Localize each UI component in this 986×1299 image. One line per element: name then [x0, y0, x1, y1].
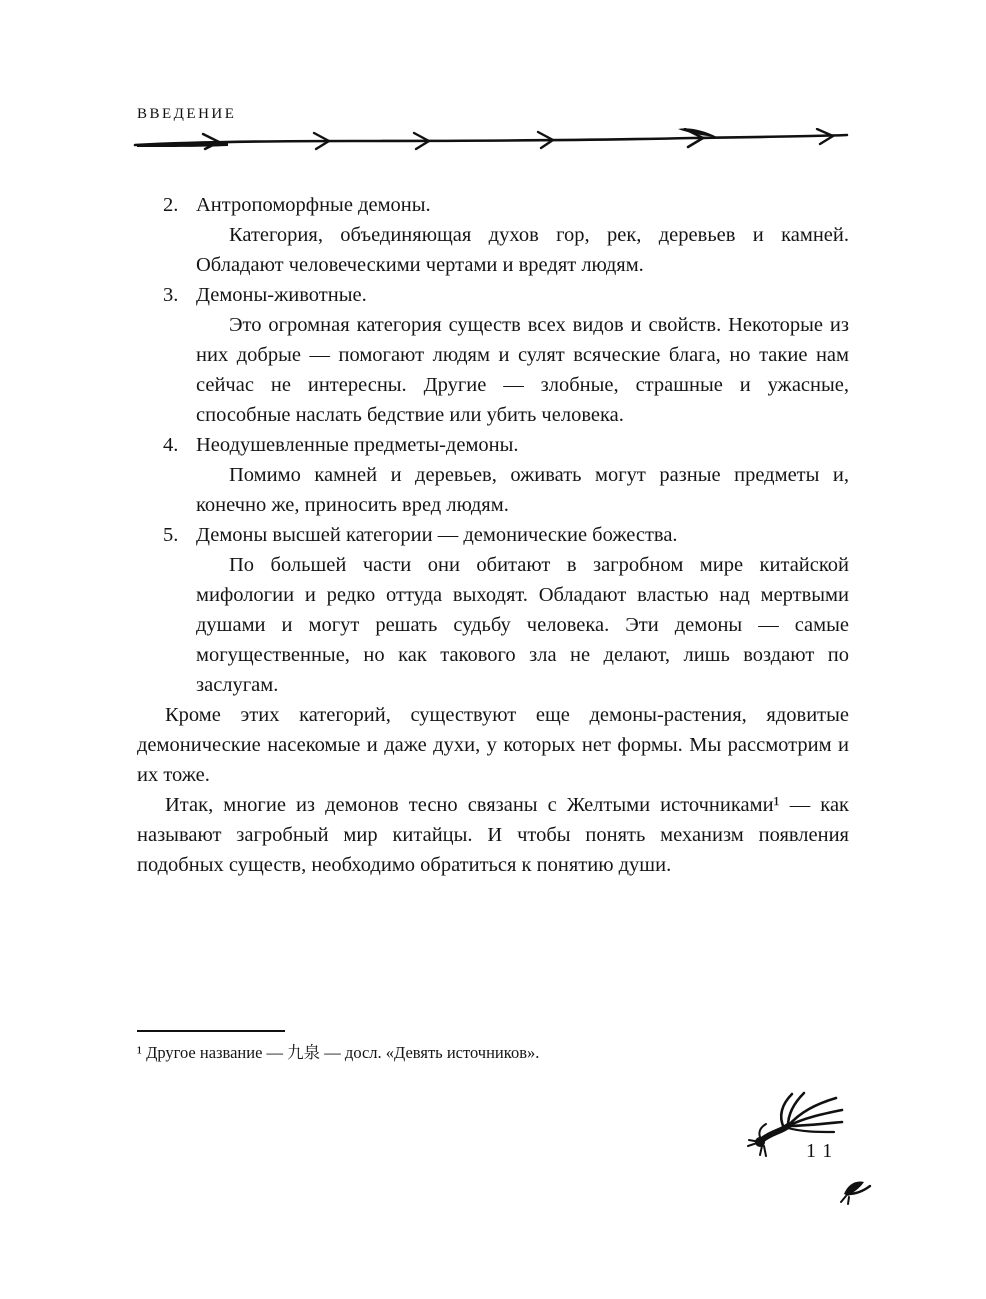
small-bird-illustration	[836, 1172, 874, 1206]
list-item-body: Категория, объединяющая духов гор, рек, деревьев и камней. Обладают человеческими чертами и вредят людям.	[196, 224, 849, 276]
list-item	[137, 190, 849, 280]
body-paragraph: Кроме этих категорий, существуют еще демоны-растения, ядовитые демонические насекомые и даже духи, у которых нет формы. Мы рассмотрим и их тоже.	[137, 704, 849, 786]
list-item-number: 5.	[163, 524, 179, 546]
footnote-rule	[137, 1030, 285, 1032]
list-item-body: Это огромная категория существ всех видов и свойств. Некоторые из них добрые — помогают людям и сулят всяческие блага, но такие нам сейчас не интересны. Другие — злобные, страшные и ужасные, способные наслать бедствие или убить человека.	[196, 314, 849, 426]
list-item	[137, 280, 849, 430]
list-item	[137, 430, 849, 520]
list-item	[137, 520, 849, 700]
list-item-body: Помимо камней и деревьев, оживать могут разные предметы и, конечно же, приносить вред людям.	[196, 464, 849, 516]
list-item-title: Демоны-животные.	[196, 284, 367, 306]
running-head: ВВЕДЕНИЕ	[137, 106, 237, 122]
list-item-title: Демоны высшей категории — демонические божества.	[196, 524, 678, 546]
body-paragraph: Итак, многие из демонов тесно связаны с Желтыми источниками¹ — как называют загробный мир китайцы. И чтобы понять механизм появления подобных существ, необходимо обратиться к понятию души.	[137, 794, 849, 876]
footnote	[137, 1030, 849, 1064]
list-item-title: Неодушевленные предметы-демоны.	[196, 434, 519, 456]
list-item-number: 2.	[163, 194, 179, 216]
list-item-title: Антропоморфные демоны.	[196, 194, 431, 216]
list-item-number: 4.	[163, 434, 179, 456]
footnote-text: ¹ Другое название — 九泉 — досл. «Девять источников».	[137, 1043, 540, 1062]
bamboo-divider-illustration	[133, 128, 849, 158]
list-item-number: 3.	[163, 284, 179, 306]
main-text-block	[137, 190, 849, 880]
list-item-body: По большей части они обитают в загробном мире китайской мифологии и редко оттуда выходят. Обладают властью над мертвыми душами и могут решать судьбу человека. Эти демоны — самые могущественные, но как такового зла не делают, лишь воздают по заслугам.	[196, 554, 849, 696]
page-number: 11	[806, 1140, 840, 1162]
